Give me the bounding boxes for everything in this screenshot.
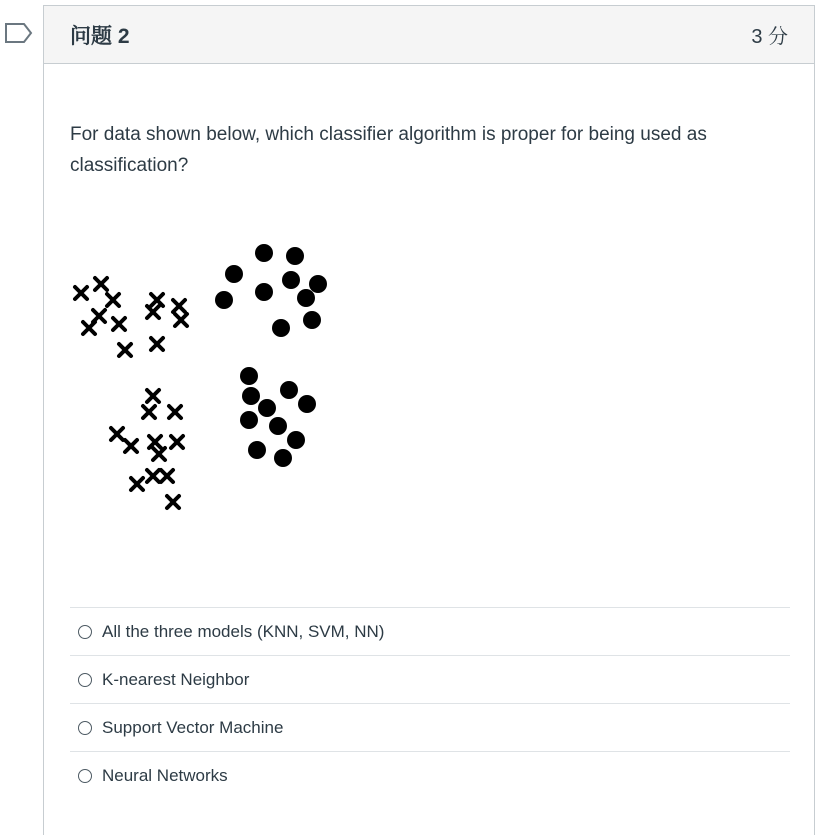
- cross-marker: [111, 428, 123, 440]
- cross-marker: [107, 294, 119, 306]
- cross-marker: [143, 406, 155, 418]
- answer-option[interactable]: [70, 607, 790, 655]
- question-title: 问题 2: [70, 24, 130, 48]
- cross-marker: [147, 470, 159, 482]
- dot-marker: [287, 431, 305, 449]
- radio-button[interactable]: [78, 721, 92, 735]
- dot-marker: [248, 441, 266, 459]
- cross-marker: [75, 287, 87, 299]
- dot-marker: [272, 319, 290, 337]
- cross-marker: [171, 436, 183, 448]
- dot-marker: [255, 244, 273, 262]
- answer-label: All the three models (KNN, SVM, NN): [102, 621, 385, 641]
- dot-marker: [286, 247, 304, 265]
- dot-marker: [309, 275, 327, 293]
- cross-marker: [151, 338, 163, 350]
- cross-marker: [175, 314, 187, 326]
- cross-marker: [95, 278, 107, 290]
- dot-marker: [215, 291, 233, 309]
- data-scatter-figure: [69, 236, 369, 526]
- dot-marker: [269, 417, 287, 435]
- dot-marker: [282, 271, 300, 289]
- cross-marker: [83, 322, 95, 334]
- answer-label: K-nearest Neighbor: [102, 669, 250, 689]
- cross-marker: [169, 406, 181, 418]
- dot-marker: [240, 411, 258, 429]
- dot-marker: [298, 395, 316, 413]
- radio-button[interactable]: [78, 769, 92, 783]
- cross-marker: [153, 448, 165, 460]
- dot-marker: [303, 311, 321, 329]
- question-text: For data shown below, which classifier algorithm is proper for being used as classification?: [70, 124, 707, 176]
- question-card: [43, 5, 815, 835]
- dot-marker: [280, 381, 298, 399]
- cross-marker: [113, 318, 125, 330]
- cross-marker: [125, 440, 137, 452]
- cross-marker: [167, 496, 179, 508]
- dot-marker: [255, 283, 273, 301]
- answer-label: Support Vector Machine: [102, 717, 284, 737]
- dot-marker: [242, 387, 260, 405]
- answer-label: Neural Networks: [102, 765, 228, 785]
- radio-button[interactable]: [78, 673, 92, 687]
- dot-marker: [297, 289, 315, 307]
- dot-marker: [274, 449, 292, 467]
- cross-marker: [119, 344, 131, 356]
- cross-marker: [173, 300, 185, 312]
- answer-option[interactable]: [70, 655, 790, 703]
- dot-marker: [240, 367, 258, 385]
- answer-option[interactable]: [70, 751, 790, 799]
- dot-marker: [225, 265, 243, 283]
- cross-marker: [149, 436, 161, 448]
- question-points: 3 分: [751, 26, 788, 48]
- cross-marker: [147, 306, 159, 318]
- question-header: [44, 6, 814, 64]
- cross-marker: [131, 478, 143, 490]
- answer-option[interactable]: [70, 703, 790, 751]
- radio-button[interactable]: [78, 625, 92, 639]
- flag-question-icon[interactable]: [4, 22, 34, 44]
- dot-marker: [258, 399, 276, 417]
- cross-marker: [161, 470, 173, 482]
- answer-list: [70, 607, 790, 799]
- cross-marker: [151, 294, 163, 306]
- cross-marker: [147, 390, 159, 402]
